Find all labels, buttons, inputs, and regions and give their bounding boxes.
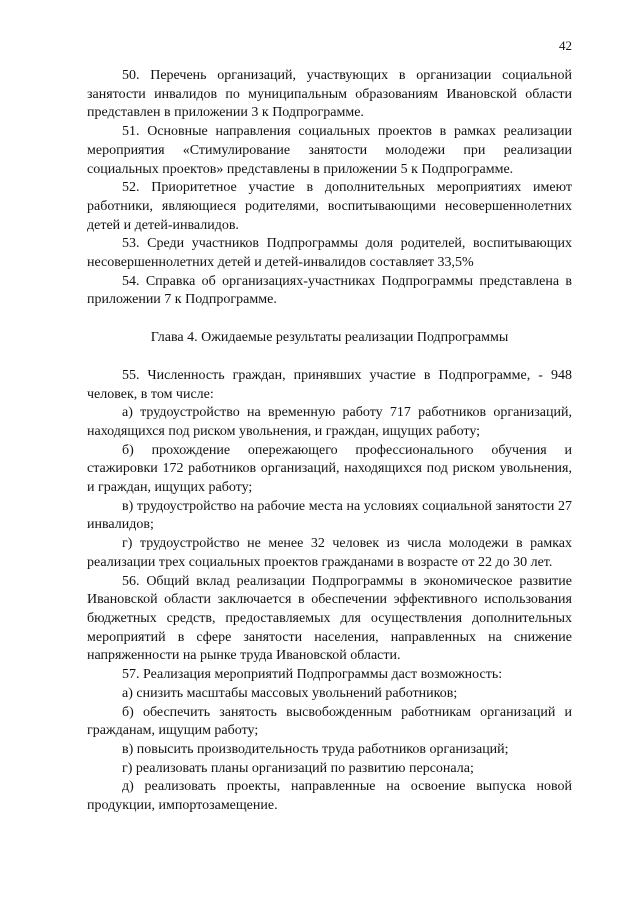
chapter-heading: Глава 4. Ожидаемые результаты реализации Подпрограммы <box>150 330 509 346</box>
list-item-57e: д) реализовать проекты, направленные на освоение выпуска новой продукции, импортозамещение. <box>87 779 572 814</box>
paragraph-52: 52. Приоритетное участие в дополнительных мероприятиях имеют работники, являющиеся родителями, воспитывающими несовершеннолетних детей и детей-инвалидов. <box>87 180 572 233</box>
paragraph-50: 50. Перечень организаций, участвующих в организации социальной занятости инвалидов по муниципальным образованиям Ивановской области представлен в приложении 3 к Подпрограмме. <box>87 68 572 121</box>
paragraph-51: 51. Основные направления социальных проектов в рамках реализации мероприятия «Стимулирование занятости молодежи при реализации социальных проектов» представлены в приложении 5 к Подпрограмме. <box>87 124 572 177</box>
paragraph-56: 56. Общий вклад реализации Подпрограммы в экономическое развитие Ивановской области заключается в обеспечении эффективного использования бюджетных средств, предоставляемых для осуществления дополнительных мероприятий в сфере занятости населения, направленных на снижение напряженности на рынке труда Ивановской области. <box>87 573 572 664</box>
list-item-57a: а) снизить масштабы массовых увольнений работников; <box>122 685 458 701</box>
list-item-57d: г) реализовать планы организаций по развитию персонала; <box>122 760 474 776</box>
list-item-57b: б) обеспечить занятость высвобожденным работникам организаций и гражданам, ищущим работу; <box>87 704 572 739</box>
document-body <box>87 67 572 816</box>
list-item-57c: в) повысить производительность труда работников организаций; <box>122 741 509 757</box>
paragraph-55: 55. Численность граждан, принявших участие в Подпрограмме, - 948 человек, в том числе: <box>87 367 572 402</box>
paragraph-57: 57. Реализация мероприятий Подпрограммы даст возможность: <box>122 667 503 683</box>
paragraph-54: 54. Справка об организациях-участниках Подпрограммы представлена в приложении 7 к Подпрограмме. <box>87 273 572 308</box>
page-number: 42 <box>559 38 572 53</box>
list-item-55d: г) трудоустройство не менее 32 человек из числа молодежи в рамках реализации трех социальных проектов гражданами в возрасте от 22 до 30 лет. <box>87 536 572 570</box>
list-item-55a: а) трудоустройство на временную работу 717 работников организаций, находящихся под риском увольнения, и граждан, ищущих работу; <box>87 405 572 439</box>
list-item-55c: в) трудоустройство на рабочие места на условиях социальной занятости 27 инвалидов; <box>87 498 572 533</box>
paragraph-53: 53. Среди участников Подпрограммы доля родителей, воспитывающих несовершеннолетних детей и детей-инвалидов составляет 33,5% <box>87 236 572 271</box>
list-item-55b: б) прохождение опережающего профессионального обучения и стажировки 172 работников организаций, находящихся под риском увольнения, и граждан, ищущих работу; <box>87 442 572 496</box>
